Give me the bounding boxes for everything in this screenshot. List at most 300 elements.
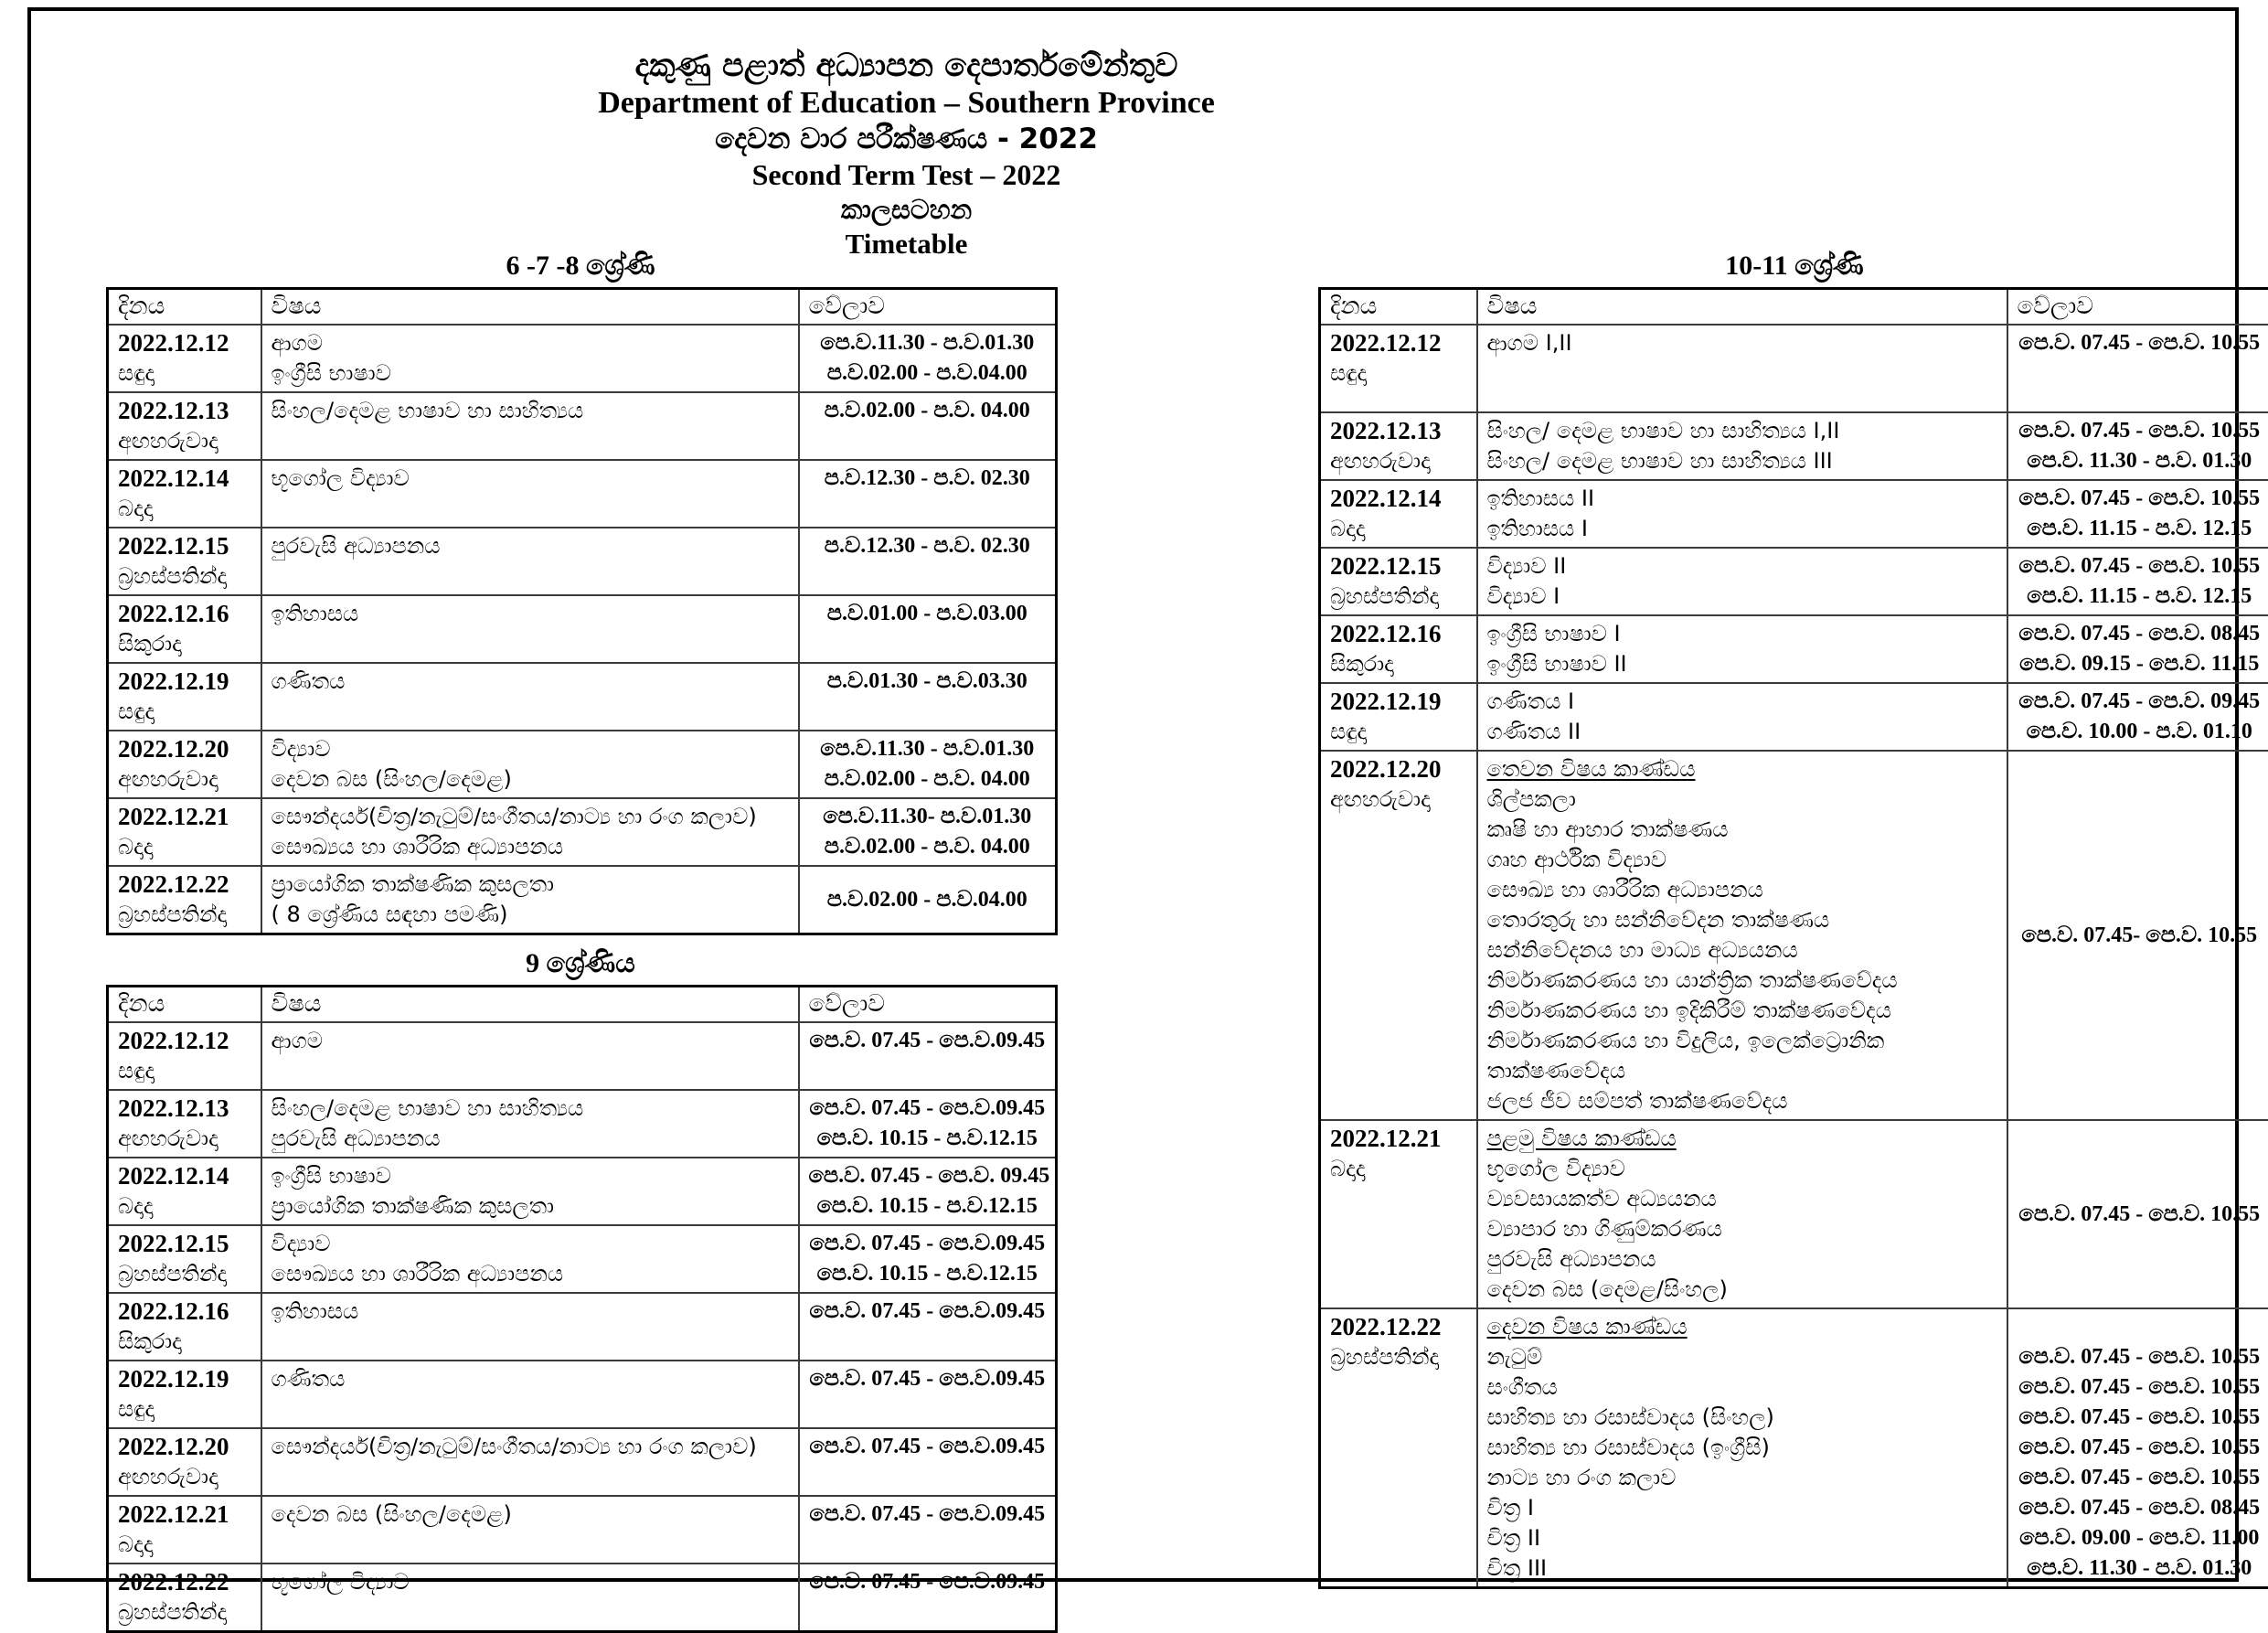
date-cell (108, 1361, 261, 1428)
table-row (108, 1361, 1057, 1428)
date-text: 2022.12.12 (118, 1026, 251, 1056)
day-text: බදාදා (118, 832, 251, 862)
subject-line: දෙවන බස (සිංහල/දෙමළ) (272, 1500, 789, 1530)
day-text: සිකුරාදා (1330, 649, 1467, 679)
day-text: අඟහරුවාදා (118, 426, 251, 456)
time-line: පෙ.ව. 07.45- පෙ.ව. 10.55 (2018, 921, 2263, 951)
date-text: 2022.12.22 (118, 870, 251, 900)
date-cell (1320, 615, 1477, 683)
time-line: ප.ව.02.00 - ප.ව. 04.00 (809, 764, 1047, 795)
time-line: පෙ.ව. 07.45 - පෙ.ව. 10.55 (2018, 484, 2263, 514)
table-title-grade-9: 9 ශ්‍රේණිය (106, 948, 1055, 979)
table-row (108, 663, 1057, 731)
column-header-date: දිනය (108, 987, 261, 1023)
day-text: බ්‍රහස්පතින්දා (118, 1597, 251, 1628)
table-row (1320, 615, 2268, 683)
day-text: සඳුදා (118, 1056, 251, 1086)
document-header (104, 46, 1709, 262)
time-line: පෙ.ව. 11.15 - ප.ව. 12.15 (2018, 582, 2263, 612)
time-line: පෙ.ව. 07.45 - පෙ.ව.09.45 (809, 1500, 1047, 1530)
table-row (108, 866, 1057, 934)
subject-cell (1477, 548, 2007, 615)
subject-line: ඉංග්‍රීසි භාෂාව (272, 1161, 789, 1191)
subject-line: සාහිත්‍ය හා රසාස්වාදය (ඉංග්‍රීසි) (1487, 1433, 1997, 1463)
subject-cell (261, 1496, 799, 1564)
subject-cell (1477, 1308, 2007, 1588)
subject-line: ගණිතය (272, 1364, 789, 1394)
date-text: 2022.12.15 (118, 1229, 251, 1259)
time-line: ප.ව.02.00 - ප.ව. 04.00 (809, 396, 1047, 426)
table-row (108, 528, 1057, 595)
date-text: 2022.12.15 (1330, 551, 1467, 582)
subject-line: ආගම I,II (1487, 328, 1997, 358)
time-cell (2007, 325, 2268, 412)
time-line: පෙ.ව. 07.45 - පෙ.ව. 10.55 (2018, 1372, 2263, 1403)
table-header-row (1320, 289, 2268, 326)
subject-cell (1477, 615, 2007, 683)
timetable-grade-9 (106, 985, 1058, 1633)
subject-line: ප්‍රායෝගික තාක්ෂණික කුසලතා (272, 1191, 789, 1222)
day-text: සඳුදා (118, 358, 251, 389)
time-line: පෙ.ව. 07.45 - පෙ.ව. 09.45 (809, 1161, 1047, 1191)
date-text: 2022.12.13 (118, 396, 251, 426)
subject-line: විද්‍යාව II (1487, 551, 1997, 582)
column-header-time: වේලාව (799, 289, 1057, 326)
day-text: සිකුරාදා (118, 1327, 251, 1357)
subject-line: සෞඛ්‍යය හා ශාරීරික අධ්‍යාපනය (272, 832, 789, 862)
subject-line: ගණිතය (272, 667, 789, 697)
subject-line: සංගීතය (1487, 1372, 1997, 1403)
time-line: පෙ.ව. 07.45 - පෙ.ව.09.45 (809, 1364, 1047, 1394)
subject-line: ඉතිහාසය II (1487, 484, 1997, 514)
subject-cell (1477, 325, 2007, 412)
subject-line: ඉංග්‍රීසි භාෂාව (272, 358, 789, 389)
time-line: පෙ.ව. 07.45 - පෙ.ව. 10.55 (2018, 551, 2263, 582)
day-text: සඳුදා (118, 1394, 251, 1425)
right-column (1318, 251, 2268, 1589)
time-cell (799, 392, 1057, 460)
subject-line: සිංහල/දෙමළ භාෂාව හා සාහිත්‍යය (272, 396, 789, 426)
subject-line: දෙවන බස (දෙමළ/සිංහල) (1487, 1275, 1997, 1305)
date-cell (1320, 412, 1477, 480)
table-row (1320, 412, 2268, 480)
subject-line: ගණිතය I (1487, 687, 1997, 717)
day-text: බදාදා (1330, 1154, 1467, 1184)
subject-line: භූගෝල විද්‍යාව (272, 1567, 789, 1597)
table-row (108, 325, 1057, 392)
table-row (108, 1293, 1057, 1361)
subject-line: ව්‍යාපාර හා ගිණුම්කරණය (1487, 1214, 1997, 1244)
subject-line: ( 8 ශ්‍රේණිය සඳහා පමණි) (272, 900, 789, 930)
table-row (108, 731, 1057, 798)
date-cell (108, 798, 261, 866)
subject-line: ඉංග්‍රීසි භාෂාව I (1487, 619, 1997, 649)
table-section-grade-9 (106, 948, 1055, 1633)
date-cell (108, 595, 261, 663)
subject-line: සෞඛ්‍යය හා ශාරීරික අධ්‍යාපනය (272, 1259, 789, 1289)
subject-line: සෞඛ්‍ය හා ශාරීරික අධ්‍යාපනය (1487, 875, 1997, 905)
time-cell (2007, 1308, 2268, 1588)
time-line: ප.ව.12.30 - ප.ව. 02.30 (809, 464, 1047, 494)
table-row (1320, 480, 2268, 548)
subject-cell (261, 325, 799, 392)
day-text: බදාදා (118, 1191, 251, 1222)
table-row (108, 1428, 1057, 1496)
time-cell (2007, 683, 2268, 751)
subject-line: සෞන්දර්ය(චිත්‍ර/නැටුම්/සංගීතය/නාට්‍ය හා රංග කලාව) (272, 1432, 789, 1462)
time-line: ප.ව.01.30 - ප.ව.03.30 (809, 667, 1047, 697)
time-line: පෙ.ව.11.30 - ප.ව.01.30 (809, 734, 1047, 764)
department-title-english: Department of Education – Southern Province (104, 86, 1709, 121)
table-row (108, 595, 1057, 663)
subject-line: ඉතිහාසය (272, 599, 789, 629)
date-cell (108, 1496, 261, 1564)
subject-line: ජලජ ජීව සම්පත් තාක්ෂණවේදය (1487, 1086, 1997, 1116)
date-text: 2022.12.20 (118, 1432, 251, 1462)
subject-line: තාක්ෂණවේදය (1487, 1056, 1997, 1086)
date-text: 2022.12.15 (118, 531, 251, 561)
time-cell (799, 325, 1057, 392)
column-header-time: වේලාව (799, 987, 1057, 1023)
date-text: 2022.12.19 (118, 667, 251, 697)
timetable-label-sinhala: කාලසටහන (104, 194, 1709, 226)
time-cell (2007, 548, 2268, 615)
day-text: බදාදා (118, 1530, 251, 1560)
subject-cell (261, 1428, 799, 1496)
subject-cell (261, 663, 799, 731)
time-line: පෙ.ව. 07.45 - පෙ.ව. 10.55 (2018, 1433, 2263, 1463)
table-row (108, 1090, 1057, 1158)
subject-line: ව්‍යවසායකත්ව අධ්‍යයනය (1487, 1184, 1997, 1214)
date-cell (108, 1022, 261, 1090)
day-text: අඟහරුවාදා (118, 1124, 251, 1154)
date-cell (1320, 683, 1477, 751)
date-text: 2022.12.16 (118, 1297, 251, 1327)
date-text: 2022.12.21 (118, 802, 251, 832)
time-line: පෙ.ව. 07.45 - පෙ.ව.09.45 (809, 1094, 1047, 1124)
left-column (106, 251, 1055, 1633)
subject-cell (261, 528, 799, 595)
date-cell (108, 1090, 261, 1158)
subject-line: පුරවැසි අධ්‍යාපනය (272, 1124, 789, 1154)
table-row (1320, 325, 2268, 412)
timetable-grade-6-7-8 (106, 287, 1058, 935)
time-line: පෙ.ව. 10.15 - ප.ව.12.15 (809, 1259, 1047, 1289)
subject-line: ඉතිහාසය I (1487, 514, 1997, 544)
date-text: 2022.12.21 (118, 1500, 251, 1530)
table-row (108, 1496, 1057, 1564)
day-text: අඟහරුවාදා (118, 764, 251, 795)
table-row (108, 1564, 1057, 1632)
subject-line: ගෘහ ආර්ථික විද්‍යාව (1487, 845, 1997, 875)
column-header-time: වේලාව (2007, 289, 2268, 326)
subject-cell (1477, 480, 2007, 548)
time-line: පෙ.ව. 07.45 - පෙ.ව.09.45 (809, 1297, 1047, 1327)
table-header-row (108, 987, 1057, 1023)
subject-line: නාට්‍ය හා රංග කලාව (1487, 1463, 1997, 1493)
time-line: ප.ව.02.00 - ප.ව.04.00 (809, 358, 1047, 389)
subject-cell (261, 1090, 799, 1158)
subject-line: ආගම (272, 1026, 789, 1056)
date-text: 2022.12.19 (1330, 687, 1467, 717)
time-line: පෙ.ව. 10.00 - ප.ව. 01.10 (2018, 717, 2263, 747)
time-line: පෙ.ව. 07.45 - පෙ.ව. 10.55 (2018, 1200, 2263, 1230)
date-cell (108, 1225, 261, 1293)
subject-line: ප්‍රායෝගික තාක්ෂණික කුසලතා (272, 870, 789, 900)
subject-cell (261, 460, 799, 528)
department-title-sinhala: දකුණු පළාත් අධ්‍යාපන දෙපාර්තමේන්තුව (104, 48, 1709, 84)
date-cell (108, 1564, 261, 1632)
subject-line: නිර්මාණකරණය හා විදුලිය, ඉලෙක්ට්‍රොනික (1487, 1026, 1997, 1056)
time-cell (799, 595, 1057, 663)
subject-cell (261, 1158, 799, 1225)
page-border-frame (27, 7, 2239, 1582)
subject-line: කෘෂි හා ආහාර තාක්ෂණය (1487, 815, 1997, 845)
date-cell (108, 392, 261, 460)
table-title-grade-10-11: 10-11 ශ්‍රේණි (1318, 251, 2268, 282)
date-text: 2022.12.20 (1330, 754, 1467, 784)
subject-group-heading: පළමු විෂය කාණ්ඩය (1487, 1124, 1997, 1154)
subject-line: සාහිත්‍ය හා රසාස්වාදය (සිංහල) (1487, 1403, 1997, 1433)
date-text: 2022.12.16 (118, 599, 251, 629)
table-title-grade-6-7-8: 6 -7 -8 ශ්‍රේණි (106, 251, 1055, 282)
table-row (1320, 1308, 2268, 1588)
subject-line: ඉතිහාසය (272, 1297, 789, 1327)
table-row (1320, 548, 2268, 615)
time-cell (2007, 1120, 2268, 1308)
day-text: අඟහරුවාදා (1330, 446, 1467, 476)
subject-line: ගණිතය II (1487, 717, 1997, 747)
time-line: පෙ.ව. 07.45 - පෙ.ව.09.45 (809, 1567, 1047, 1597)
subject-cell (1477, 412, 2007, 480)
date-text: 2022.12.21 (1330, 1124, 1467, 1154)
time-line: ප.ව.01.00 - ප.ව.03.00 (809, 599, 1047, 629)
date-cell (1320, 751, 1477, 1120)
time-cell (2007, 615, 2268, 683)
date-cell (108, 663, 261, 731)
date-cell (108, 460, 261, 528)
time-cell (799, 731, 1057, 798)
date-cell (1320, 1120, 1477, 1308)
subject-line: භූගෝල විද්‍යාව (272, 464, 789, 494)
column-header-subject: විෂය (261, 289, 799, 326)
subject-line: ඉංග්‍රීසි භාෂාව II (1487, 649, 1997, 679)
subject-line: නිර්මාණකරණය හා යාන්ත්‍රික තාක්ෂණවේදය (1487, 966, 1997, 996)
time-line: පෙ.ව. 07.45 - පෙ.ව. 10.55 (2018, 1403, 2263, 1433)
subject-line: නිර්මාණකරණය හා ඉදිකිරීම් තාක්ෂණවේදය (1487, 996, 1997, 1026)
time-spacer (2018, 1312, 2263, 1342)
date-cell (108, 1428, 261, 1496)
time-line: පෙ.ව. 10.15 - ප.ව.12.15 (809, 1124, 1047, 1154)
time-cell (799, 1293, 1057, 1361)
date-text: 2022.12.14 (1330, 484, 1467, 514)
time-line: පෙ.ව. 07.45 - පෙ.ව.09.45 (809, 1229, 1047, 1259)
subject-cell (261, 1361, 799, 1428)
date-text: 2022.12.12 (1330, 328, 1467, 358)
date-text: 2022.12.16 (1330, 619, 1467, 649)
time-cell (2007, 412, 2268, 480)
subject-cell (261, 595, 799, 663)
subject-cell (261, 1564, 799, 1632)
date-cell (1320, 548, 1477, 615)
time-line: පෙ.ව. 07.45 - පෙ.ව.09.45 (809, 1432, 1047, 1462)
time-line: පෙ.ව. 07.45 - පෙ.ව. 10.55 (2018, 1463, 2263, 1493)
subject-line: තොරතුරු හා සන්නිවේදන තාක්ෂණය (1487, 905, 1997, 935)
subject-line: දෙවන බස (සිංහල/දෙමළ) (272, 764, 789, 795)
subject-line: භූගෝල විද්‍යාව (1487, 1154, 1997, 1184)
time-cell (799, 1496, 1057, 1564)
time-line: පෙ.ව. 07.45 - පෙ.ව. 08.45 (2018, 619, 2263, 649)
time-line: පෙ.ව. 10.15 - ප.ව.12.15 (809, 1191, 1047, 1222)
subject-line: ආගම (272, 328, 789, 358)
time-line: පෙ.ව. 07.45 - පෙ.ව. 10.55 (2018, 416, 2263, 446)
time-line: පෙ.ව. 07.45 - පෙ.ව. 09.45 (2018, 687, 2263, 717)
time-cell (799, 798, 1057, 866)
date-text: 2022.12.13 (1330, 416, 1467, 446)
column-header-date: දිනය (108, 289, 261, 326)
timetable-label-english: Timetable (104, 228, 1709, 261)
subject-line: සිංහල/දෙමළ භාෂාව හා සාහිත්‍යය (272, 1094, 789, 1124)
time-line: පෙ.ව. 07.45 - පෙ.ව.09.45 (809, 1026, 1047, 1056)
date-text: 2022.12.12 (118, 328, 251, 358)
time-line: පෙ.ව. 09.15 - පෙ.ව. 11.15 (2018, 649, 2263, 679)
subject-line: සිංහල/ දෙමළ භාෂාව හා සාහිත්‍යය I,II (1487, 416, 1997, 446)
time-cell (799, 1022, 1057, 1090)
time-cell (799, 663, 1057, 731)
day-text: බ්‍රහස්පතින්දා (1330, 582, 1467, 612)
table-row (108, 460, 1057, 528)
subject-line: විද්‍යාව (272, 734, 789, 764)
day-text: සඳුදා (1330, 717, 1467, 747)
date-text: 2022.12.22 (1330, 1312, 1467, 1342)
subject-line: විද්‍යාව I (1487, 582, 1997, 612)
day-text: සඳුදා (118, 697, 251, 727)
subject-cell (261, 392, 799, 460)
subject-cell (261, 1022, 799, 1090)
date-cell (108, 1293, 261, 1361)
subject-cell (1477, 683, 2007, 751)
subject-cell (261, 1293, 799, 1361)
subject-line: සෞන්දර්ය(චිත්‍ර/නැටුම්/සංගීතය/නාට්‍ය හා රංග කලාව) (272, 802, 789, 832)
time-line: පෙ.ව. 11.30 - ප.ව. 01.30 (2018, 1553, 2263, 1584)
date-text: 2022.12.19 (118, 1364, 251, 1394)
time-cell (2007, 751, 2268, 1120)
day-text: අඟහරුවාදා (1330, 784, 1467, 815)
table-row (108, 392, 1057, 460)
date-cell (1320, 325, 1477, 412)
time-line: පෙ.ව. 07.45 - පෙ.ව. 10.55 (2018, 1342, 2263, 1372)
time-line: ප.ව.02.00 - ප.ව.04.00 (809, 885, 1047, 915)
table-row (108, 1022, 1057, 1090)
table-row (1320, 751, 2268, 1120)
subject-line: සිංහල/ දෙමළ භාෂාව හා සාහිත්‍යය III (1487, 446, 1997, 476)
date-text: 2022.12.14 (118, 1161, 251, 1191)
time-line: පෙ.ව. 09.00 - පෙ.ව. 11.00 (2018, 1523, 2263, 1553)
date-text: 2022.12.20 (118, 734, 251, 764)
day-text: සඳුදා (1330, 358, 1467, 389)
subject-cell (1477, 1120, 2007, 1308)
table-row (108, 1158, 1057, 1225)
time-cell (799, 1564, 1057, 1632)
subject-line: නැටුම් (1487, 1342, 1997, 1372)
table-row (1320, 683, 2268, 751)
exam-title-sinhala: දෙවන වාර පරීක්ෂණය - 2022 (104, 123, 1709, 156)
date-cell (1320, 1308, 1477, 1588)
column-header-date: දිනය (1320, 289, 1477, 326)
subject-line: සන්නිවේදනය හා මාධ්‍ය අධ්‍යයනය (1487, 935, 1997, 966)
subject-group-heading: දෙවන විෂය කාණ්ඩය (1487, 1312, 1997, 1342)
day-text: බ්‍රහස්පතින්දා (118, 900, 251, 930)
table-row (1320, 1120, 2268, 1308)
column-header-subject: විෂය (261, 987, 799, 1023)
column-header-subject: විෂය (1477, 289, 2007, 326)
time-line: පෙ.ව.11.30 - ප.ව.01.30 (809, 328, 1047, 358)
date-text: 2022.12.13 (118, 1094, 251, 1124)
exam-title-english: Second Term Test – 2022 (104, 158, 1709, 192)
time-line: ප.ව.02.00 - ප.ව. 04.00 (809, 832, 1047, 862)
time-line: පෙ.ව. 07.45 - පෙ.ව. 10.55 (2018, 328, 2263, 358)
subject-line: චිත්‍ර II (1487, 1523, 1997, 1553)
time-cell (799, 1428, 1057, 1496)
time-cell (799, 1361, 1057, 1428)
day-text: බ්‍රහස්පතින්දා (118, 1259, 251, 1289)
subject-cell (261, 798, 799, 866)
time-line: පෙ.ව. 11.15 - ප.ව. 12.15 (2018, 514, 2263, 544)
subject-cell (261, 731, 799, 798)
date-cell (108, 866, 261, 934)
day-text: සිකුරාදා (118, 629, 251, 659)
date-text: 2022.12.14 (118, 464, 251, 494)
time-line: ප.ව.12.30 - ප.ව. 02.30 (809, 531, 1047, 561)
day-text: බ්‍රහස්පතින්දා (1330, 1342, 1467, 1372)
table-row (108, 1225, 1057, 1293)
time-cell (799, 1158, 1057, 1225)
subject-line: චිත්‍ර III (1487, 1553, 1997, 1584)
timetable-grade-10-11 (1318, 287, 2268, 1589)
table-row (108, 798, 1057, 866)
day-text: බ්‍රහස්පතින්දා (118, 561, 251, 592)
subject-line: චිත්‍ර I (1487, 1493, 1997, 1523)
subject-cell (1477, 751, 2007, 1120)
subject-line: පුරවැසි අධ්‍යාපනය (1487, 1244, 1997, 1275)
date-cell (1320, 480, 1477, 548)
date-text: 2022.12.22 (118, 1567, 251, 1597)
date-cell (108, 528, 261, 595)
date-cell (108, 731, 261, 798)
subject-group-heading: තෙවන විෂය කාණ්ඩය (1487, 754, 1997, 784)
table-section-grade-6-7-8 (106, 251, 1055, 935)
subject-line: ශිල්පකලා (1487, 784, 1997, 815)
table-header-row (108, 289, 1057, 326)
subject-line: පුරවැසි අධ්‍යාපනය (272, 531, 789, 561)
time-cell (2007, 480, 2268, 548)
time-cell (799, 1225, 1057, 1293)
day-text: අඟහරුවාදා (118, 1462, 251, 1492)
time-line: පෙ.ව.11.30- ප.ව.01.30 (809, 802, 1047, 832)
time-cell (799, 460, 1057, 528)
table-section-grade-10-11 (1318, 251, 2268, 1589)
time-cell (799, 866, 1057, 934)
time-line: පෙ.ව. 07.45 - පෙ.ව. 08.45 (2018, 1493, 2263, 1523)
subject-line: විද්‍යාව (272, 1229, 789, 1259)
subject-cell (261, 1225, 799, 1293)
time-cell (799, 1090, 1057, 1158)
subject-cell (261, 866, 799, 934)
day-text: බදාදා (118, 494, 251, 524)
date-cell (108, 325, 261, 392)
day-text: බදාදා (1330, 514, 1467, 544)
time-cell (799, 528, 1057, 595)
